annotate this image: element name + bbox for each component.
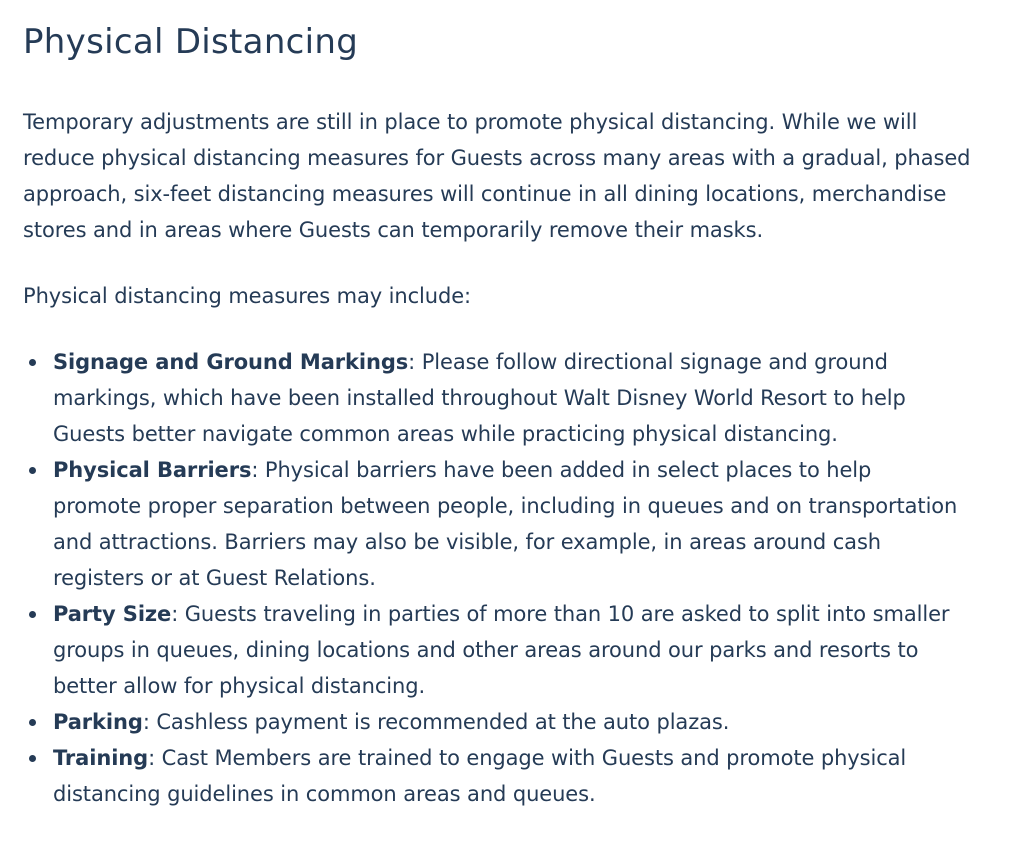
measure-description: : Please follow directional signage and ground markings, which have been installed throughout Walt Disney World Resort to help Guests better navigate common areas while practicing physical distancing. (53, 350, 906, 446)
bullet-icon (29, 611, 36, 618)
measures-list (23, 344, 963, 812)
measures-lead-text: Physical distancing measures may include: (23, 284, 472, 308)
measure-description: : Cashless payment is recommended at the auto plazas. (142, 710, 730, 734)
list-item (23, 704, 963, 740)
page-title: Physical Distancing (23, 22, 359, 62)
measure-description: : Physical barriers have been added in select places to help promote proper separation between people, including in queues and on transportation and attractions. Barriers may also be visible, for example, in areas around cash registers or at Guest Relations. (53, 458, 958, 590)
measure-description: : Cast Members are trained to engage with Guests and promote physical distancing guidelines in common areas and queues. (53, 746, 907, 806)
list-item (23, 596, 963, 704)
measure-term: Training (53, 746, 149, 770)
bullet-icon (29, 719, 36, 726)
list-item (23, 344, 963, 452)
list-item (23, 740, 963, 812)
bullet-icon (29, 467, 36, 474)
bullet-icon (29, 755, 36, 762)
measure-term: Parking (53, 710, 143, 734)
measure-description: : Guests traveling in parties of more than 10 are asked to split into smaller groups in queues, dining locations and other areas around our parks and resorts to better allow for physical distancing. (53, 602, 950, 698)
intro-paragraph: Temporary adjustments are still in place to promote physical distancing. While we will reduce physical distancing measures for Guests across many areas with a gradual, phased approach, six-feet distancing measures will continue in all dining locations, merchandise stores and in areas where Guests can temporarily remove their masks. (23, 110, 971, 242)
measure-term: Signage and Ground Markings (53, 350, 409, 374)
measure-term: Party Size (53, 602, 172, 626)
list-item (23, 452, 963, 596)
measure-term: Physical Barriers (53, 458, 252, 482)
bullet-icon (29, 359, 36, 366)
